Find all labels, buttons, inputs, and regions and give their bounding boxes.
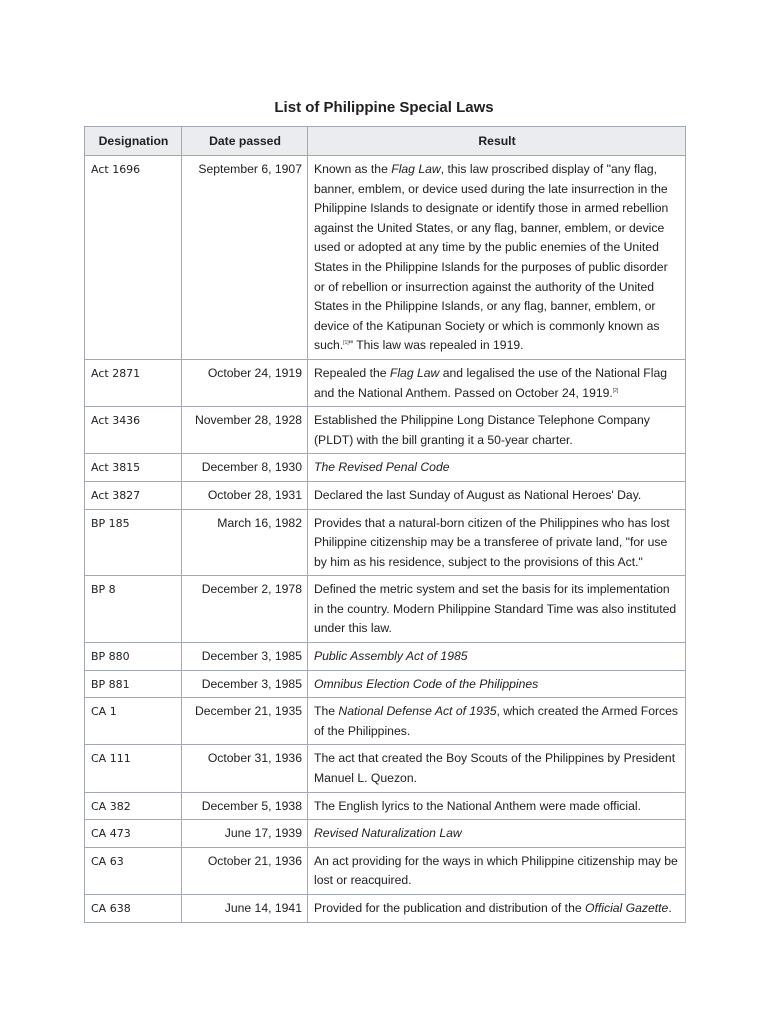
- designation-cell: CA 63: [85, 847, 182, 894]
- header-row: [85, 127, 686, 156]
- result-text: , which created the Armed Forces of the Philippines.: [314, 704, 679, 738]
- table-title: List of Philippine Special Laws: [274, 99, 494, 116]
- result-cell: [308, 407, 686, 454]
- date-passed-cell: December 5, 1938: [182, 792, 308, 820]
- citation-link[interactable]: [1]: [343, 340, 349, 347]
- date-passed-cell: March 16, 1982: [182, 509, 308, 576]
- result-text: The: [314, 704, 339, 719]
- result-text: Repealed the: [314, 365, 390, 380]
- result-text: An act providing for the ways in which Philippine citizenship may be lost or reacquired.: [314, 853, 678, 888]
- result-text: Established the Philippine Long Distance Telephone Company (PLDT) with the bill granting it a 50-year charter.: [314, 413, 650, 447]
- result-text: .: [668, 901, 672, 915]
- date-passed-cell: December 8, 1930: [182, 454, 308, 482]
- table-row: [85, 670, 686, 698]
- table-row: [85, 745, 686, 792]
- table-row: [85, 792, 686, 820]
- table-row: [85, 847, 686, 894]
- result-cell: [308, 698, 686, 745]
- result-text: Provided for the publication and distribution of the: [314, 901, 586, 915]
- date-passed-cell: December 2, 1978: [182, 576, 308, 643]
- designation-cell: CA 473: [85, 820, 182, 848]
- result-text: The English lyrics to the National Anthem were made official.: [314, 798, 641, 813]
- date-passed-cell: June 17, 1939: [182, 820, 308, 848]
- column-header-date-passed: Date passed: [182, 127, 308, 156]
- result-cell: [308, 820, 686, 848]
- date-passed-cell: November 28, 1928: [182, 407, 308, 454]
- designation-cell: Act 1696: [85, 156, 182, 360]
- date-passed-cell: December 3, 1985: [182, 643, 308, 671]
- citation-link[interactable]: [2]: [612, 387, 619, 394]
- italic-text: The Revised Penal Code: [314, 460, 450, 475]
- designation-cell: Act 3815: [85, 454, 182, 482]
- italic-text: Flag Law: [389, 365, 440, 380]
- designation-cell: Act 2871: [85, 359, 182, 406]
- designation-cell: Act 3827: [85, 481, 182, 509]
- designation-cell: BP 185: [85, 509, 182, 576]
- table-row: [85, 576, 686, 643]
- result-text: Provides that a natural-born citizen of the Philippines who has lost Philippine citizenship may be a transferee of private land, "for use by him as his residence, subject to the provisions of this Act.": [314, 515, 670, 569]
- designation-cell: CA 382: [85, 792, 182, 820]
- result-text: , this law proscribed display of "any flag, banner, emblem, or device used during the late insurrection in the Philippine Islands to designate or identify those in armed rebellion against the United States, or any flag, banner, emblem, or device used or adopted at any time by the public enemies of the United States in the Philippine Islands for the purposes of public disorder or of rebellion or insurrection against the authority of the United States in the Philippine Islands, or any flag, banner, emblem, or device of the Katipunan Society or which is commonly known as such.: [314, 162, 669, 353]
- italic-text: Official Gazette: [585, 901, 669, 915]
- result-text: The act that created the Boy Scouts of the Philippines by President Manuel L. Quezon.: [314, 751, 676, 786]
- date-passed-cell: October 24, 1919: [182, 359, 308, 406]
- result-cell: [308, 156, 686, 360]
- table-row: [85, 895, 686, 923]
- table-row: [85, 820, 686, 848]
- designation-cell: BP 880: [85, 643, 182, 671]
- designation-cell: BP 881: [85, 670, 182, 698]
- italic-text: Public Assembly Act of 1985: [314, 649, 468, 664]
- table-row: [85, 454, 686, 482]
- result-cell: [308, 670, 686, 698]
- column-header-result: Result: [308, 127, 686, 156]
- italic-text: Omnibus Election Code of the Philippines: [314, 676, 539, 691]
- result-cell: [308, 895, 686, 923]
- result-text: and legalised the use of the National Flag and the National Anthem. Passed on October 24, 1919.: [314, 365, 668, 400]
- table-row: [85, 698, 686, 745]
- designation-cell: Act 3436: [85, 407, 182, 454]
- date-passed-cell: December 3, 1985: [182, 670, 308, 698]
- designation-cell: CA 638: [85, 895, 182, 923]
- result-text: " This law was repealed in 1919.: [348, 338, 524, 353]
- result-cell: [308, 509, 686, 576]
- italic-text: Flag Law: [391, 162, 441, 176]
- table-row: [85, 359, 686, 406]
- laws-table: [84, 126, 686, 923]
- table-row: [85, 643, 686, 671]
- table-row: [85, 407, 686, 454]
- date-passed-cell: December 21, 1935: [182, 698, 308, 745]
- table-row: [85, 481, 686, 509]
- column-header-designation: Designation: [85, 127, 182, 156]
- result-text: Known as the: [314, 162, 392, 176]
- date-passed-cell: October 28, 1931: [182, 481, 308, 509]
- result-text: Defined the metric system and set the basis for its implementation in the country. Modern Philippine Standard Time was also instituted under this law.: [314, 582, 677, 636]
- italic-text: Revised Naturalization Law: [314, 826, 462, 841]
- date-passed-cell: October 31, 1936: [182, 745, 308, 792]
- table-row: [85, 509, 686, 576]
- date-passed-cell: October 21, 1936: [182, 847, 308, 894]
- date-passed-cell: September 6, 1907: [182, 156, 308, 360]
- table-body: [85, 156, 686, 923]
- result-cell: [308, 576, 686, 643]
- designation-cell: CA 1: [85, 698, 182, 745]
- result-cell: [308, 745, 686, 792]
- designation-cell: CA 111: [85, 745, 182, 792]
- result-cell: [308, 847, 686, 894]
- result-cell: [308, 643, 686, 671]
- italic-text: National Defense Act of 1935: [338, 704, 497, 719]
- result-cell: [308, 359, 686, 406]
- table-row: [85, 156, 686, 360]
- result-cell: [308, 481, 686, 509]
- result-cell: [308, 454, 686, 482]
- designation-cell: BP 8: [85, 576, 182, 643]
- date-passed-cell: June 14, 1941: [182, 895, 308, 923]
- result-text: Declared the last Sunday of August as National Heroes' Day.: [314, 487, 642, 502]
- result-cell: [308, 792, 686, 820]
